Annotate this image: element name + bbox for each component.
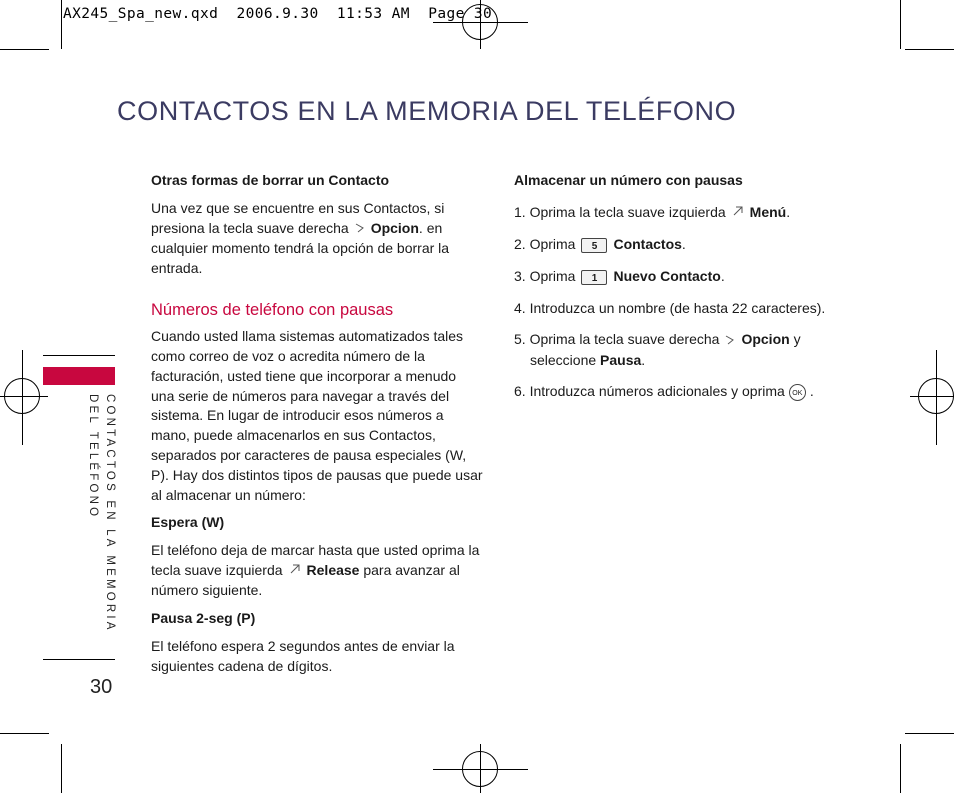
- list-item: 1. Oprima la tecla suave izquierda Menú.: [514, 203, 839, 223]
- subsection-heading: Números de teléfono con pausas: [151, 301, 394, 320]
- paragraph: Cuando usted llama sistemas automatizados tales como correo de voz o acredita número de la facturación, usted tiene que incorporar a menudo una serie de números para navegar a través del sistema. En lugar de introducir esos números a mano, puede almacenarlos en sus Contactos, separados por caracteres de pausa especiales (W, P). Hay dos distintos tipos de pausas que puede usar al almacenar un número:: [151, 328, 483, 503]
- paragraph: Una vez que se encuentre en sus Contactos, si presiona la tecla suave derecha Opcion. en cualquier momento tendrá la opción de borrar la entrada.: [151, 199, 450, 276]
- crop-mark: [905, 733, 954, 734]
- key-5-icon: 5: [581, 238, 607, 253]
- crop-mark: [0, 49, 49, 50]
- list-item: 2. Oprima 5 Contactos.: [514, 235, 686, 252]
- crop-mark: [61, 744, 62, 793]
- crop-mark: [900, 744, 901, 793]
- page-title: CONTACTOS EN LA MEMORIA DEL TELÉFONO: [117, 96, 737, 126]
- ok-key-icon: OK: [789, 384, 806, 401]
- section-heading: Espera (W): [151, 514, 225, 531]
- crop-mark: [43, 659, 115, 660]
- paragraph: El teléfono deja de marcar hasta que usted oprima la tecla suave izquierda Release para avanzar al número siguiente.: [151, 542, 480, 599]
- section-heading: Otras formas de borrar un Contacto: [151, 172, 390, 188]
- list-item: 5. Oprima la tecla suave derecha Opcion y seleccione Pausa.: [514, 331, 801, 368]
- list-item: 4. Introduzca un nombre (de hasta 22 caracteres).: [514, 299, 826, 316]
- left-softkey-icon: [289, 561, 301, 581]
- crop-mark: [900, 0, 901, 49]
- crop-mark: [905, 49, 954, 50]
- paragraph: El teléfono espera 2 segundos antes de enviar la siguientes cadena de dígitos.: [151, 637, 455, 674]
- page-number: 30: [90, 676, 113, 698]
- right-column: [514, 171, 839, 402]
- side-tab-accent: [43, 367, 115, 385]
- file-slug: AX245_Spa_new.qxd 2006.9.30 11:53 AM Page 30: [63, 6, 493, 22]
- crop-mark: [43, 355, 115, 356]
- list-item: 6. Introduzca números adicionales y oprima OK .: [514, 383, 814, 400]
- list-item: 3. Oprima 1 Nuevo Contacto.: [514, 267, 725, 284]
- side-tab-label: CONTACTOS EN LA MEMORIA DEL TELÉFONO: [87, 394, 116, 633]
- key-1-icon: 1: [581, 270, 607, 285]
- crop-mark: [0, 733, 49, 734]
- left-softkey-icon: [732, 203, 744, 223]
- right-softkey-icon: [725, 331, 735, 351]
- right-softkey-icon: [355, 219, 365, 239]
- left-column: [151, 171, 483, 676]
- crop-mark: [61, 0, 62, 49]
- section-heading: Pausa 2-seg (P): [151, 609, 256, 626]
- section-heading: Almacenar un número con pausas: [514, 172, 743, 188]
